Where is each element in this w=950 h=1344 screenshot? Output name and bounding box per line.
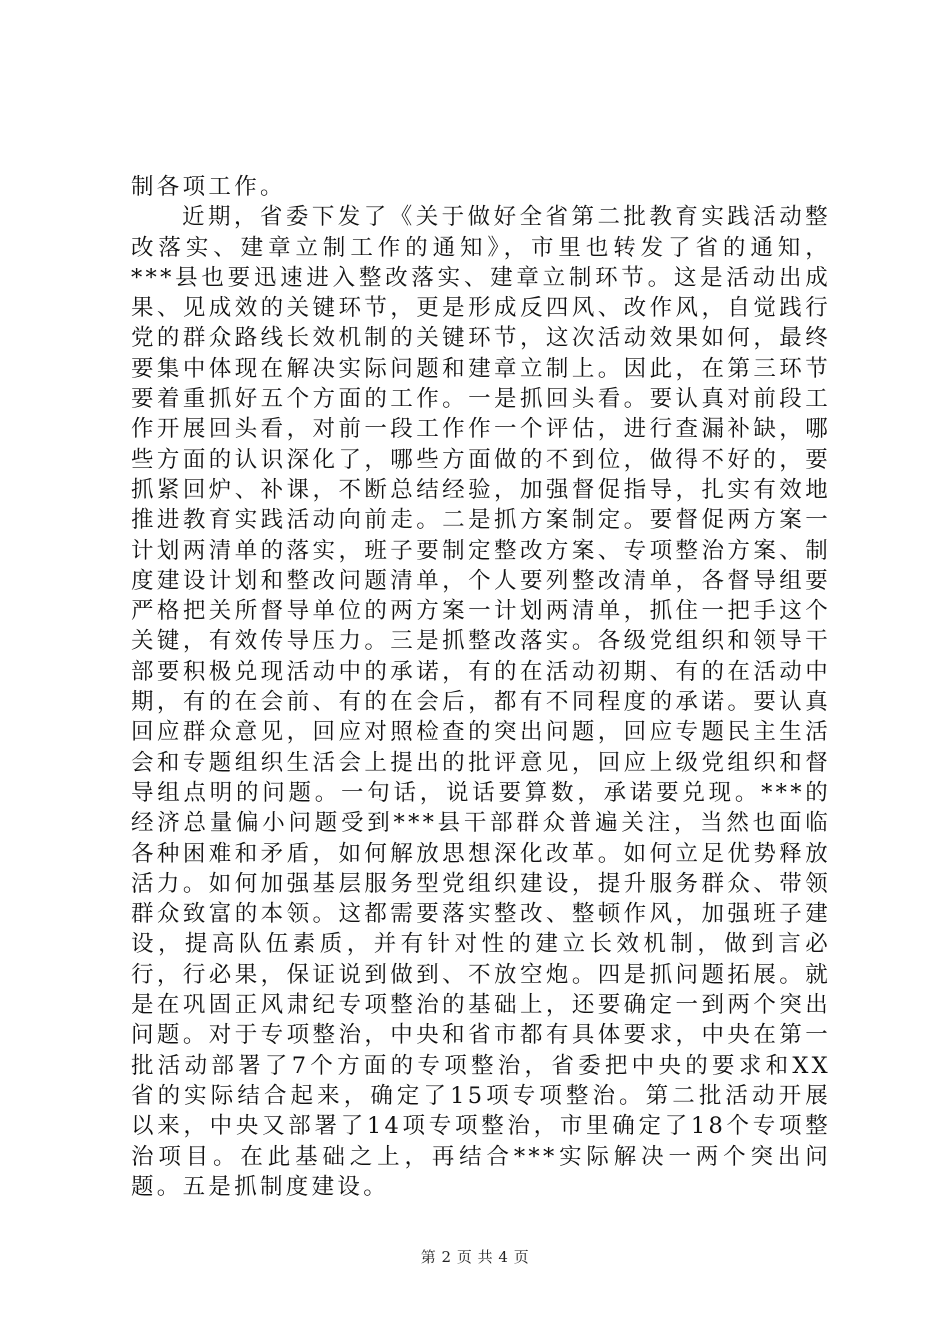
paragraph-main: 近期，省委下发了《关于做好全省第二批教育实践活动整改落实、建章立制工作的通知》，市里也转发了省的通知，***县也要迅速进入整改落实、建章立制环节。这是活动出成果、见成效的关键环节，更是形成反四风、改作风，自觉践行党的群众路线长效机制的关键环节，这次活动效果如何，最终要集中体现在解决实际问题和建章立制上。因此，在第三环节要着重抓好五个方面的工作。一是抓回头看。要认真对前段工作开展回头看，对前一段工作作一个评估，进行查漏补缺，哪些方面的认识深化了，哪些方面做的不到位，做得不好的，要抓紧回炉、补课，不断总结经验，加强督促指导，扎实有效地推进教育实践活动向前走。二是抓方案制定。要督促两方案一计划两清单的落实，班子要制定整改方案、专项整治方案、制度建设计划和整改问题清单，个人要列整改清单，各督导组要严格把关所督导单位的两方案一计划两清单，抓住一把手这个关键，有效传导压力。三是抓整改落实。各级党组织和领导干部要积极兑现活动中的承诺，有的在活动初期、有的在活动中期，有的在会前、有的在会后，都有不同程度的承诺。要认真回应群众意见，回应对照检查的突出问题，回应专题民主生活会和专题组织生活会上提出的批评意见，回应上级党组织和督导组点明的问题。一句话，说话要算数，承诺要兑现。***的经济总量偏小问题受到***县干部群众普遍关注，当然也面临各种困难和矛盾，如何解放思想深化改革。如何立足优势释放活力。如何加强基层服务型党组织建设，提升服务群众、带领群众致富的本领。这都需要落实整改、整顿作风，加强班子建设，提高队伍素质，并有针对性的建立长效机制，做到言必行，行必果，保证说到做到、不放空炮。四是抓问题拓展。就是在巩固正风肃纪专项整治的基础上，还要确定一到两个突出问题。对于专项整治，中央和省市都有具体要求，中央在第一批活动部署了7个方面的专项整治，省委把中央的要求和XX省的实际结合起来，确定了15项专项整治。第二批活动开展以来，中央又部署了14项专项整治，市里确定了18个专项整治项目。在此基础之上，再结合***实际解决一两个突出问题。五是抓制度建设。 — [131, 204, 831, 1200]
page-number-footer: 第 2 页 共 4 页 — [420, 1248, 530, 1266]
document-body — [131, 172, 831, 1202]
paragraph-continuation: 制各项工作。 — [131, 174, 286, 200]
